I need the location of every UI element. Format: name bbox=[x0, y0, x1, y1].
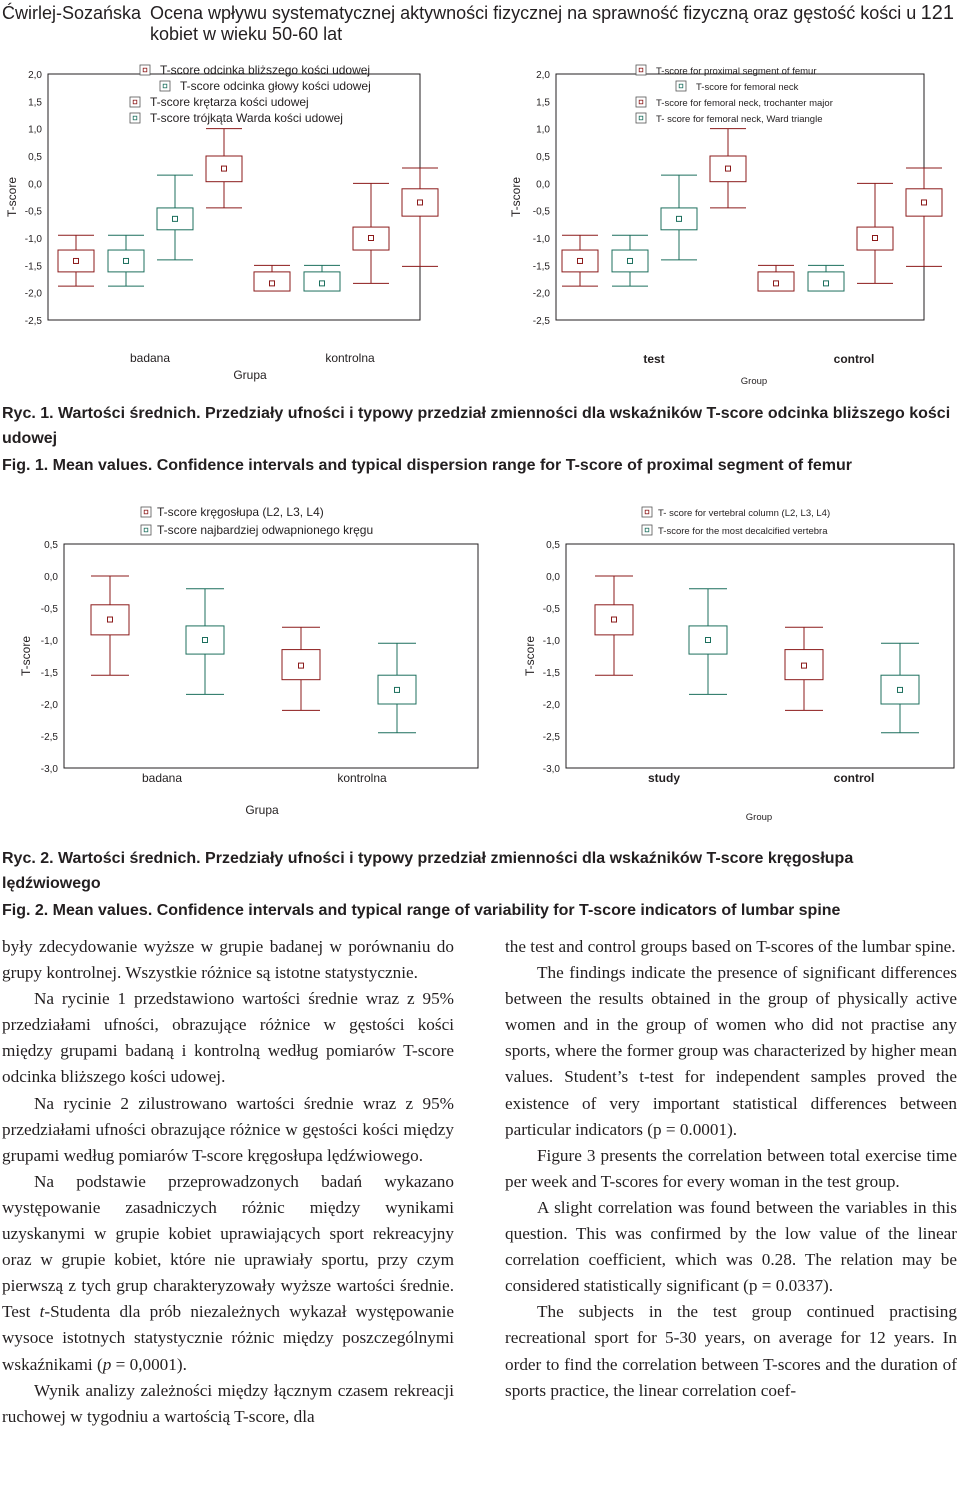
legend-marker bbox=[639, 68, 643, 72]
y-tick-label: -1,5 bbox=[542, 668, 560, 679]
legend-label: T-score odcinka bliższego kości udowej bbox=[160, 63, 371, 77]
mean-marker bbox=[824, 281, 829, 286]
y-tick-label: -2,0 bbox=[532, 288, 550, 300]
legend-label: T-score for the most decalcified vertebra bbox=[658, 526, 828, 537]
mean-marker bbox=[108, 617, 113, 622]
mean-marker bbox=[418, 200, 423, 205]
box-series-1 bbox=[612, 235, 648, 286]
x-category-label: control bbox=[833, 352, 875, 366]
box-series-2 bbox=[661, 175, 697, 260]
y-axis-label: T-score bbox=[523, 635, 537, 677]
x-axis-label: Group bbox=[745, 812, 773, 823]
mean-marker bbox=[873, 236, 878, 241]
right-p3: Figure 3 presents the correlation between total exercise time per week and T-scores for every woman in the test group. bbox=[505, 1145, 957, 1191]
y-tick-label: -2,0 bbox=[24, 288, 42, 300]
legend-label: T-score for proximal segment of femur bbox=[656, 66, 817, 77]
box-series-0 bbox=[595, 576, 633, 675]
box-series-7 bbox=[402, 168, 438, 266]
chart-fig2-pl bbox=[0, 500, 480, 830]
box-series-6 bbox=[353, 183, 389, 283]
legend-marker bbox=[144, 510, 148, 514]
y-tick-label: -2,5 bbox=[24, 316, 42, 327]
y-tick-label: -2,5 bbox=[542, 732, 560, 743]
legend-label: T-score kręgosłupa (L2, L3, L4) bbox=[157, 505, 324, 519]
mean-marker bbox=[320, 281, 325, 286]
mean-marker bbox=[802, 663, 807, 668]
x-category-label: test bbox=[643, 352, 665, 366]
box-series-0 bbox=[562, 235, 598, 286]
y-tick-label: 0,0 bbox=[28, 179, 42, 191]
legend-marker bbox=[645, 528, 649, 532]
legend-marker bbox=[639, 100, 643, 104]
chart-fig1-pl bbox=[0, 56, 470, 386]
mean-marker bbox=[74, 258, 79, 263]
chart-svg bbox=[504, 500, 960, 830]
y-tick-label: -0,5 bbox=[542, 604, 560, 615]
legend-marker bbox=[133, 116, 137, 120]
mean-marker bbox=[726, 166, 731, 171]
running-header bbox=[0, 0, 960, 44]
left-p4: Na podstawie przeprowadzonych badań wykazano występowanie zasadniczych różnic między wynikami uzyskanymi w grupie kobiet uprawiających sport rekreacyjny oraz w grupie kobiet, które nie uprawiały sportu, przy czym pierwszą z tych grup charakteryzowały wyższe wartości średnie. Test t-Studenta dla prób niezależnych wykazał występowanie wysoce istotnych statystycznie różnic między poszczególnymi wskaźnikami (p = 0,0001). bbox=[2, 1171, 454, 1374]
box-series-4 bbox=[758, 265, 794, 291]
y-tick-label: -1,5 bbox=[24, 261, 42, 273]
right-column bbox=[505, 934, 957, 1404]
box-series-3 bbox=[710, 129, 746, 208]
x-axis-label: Grupa bbox=[245, 803, 279, 817]
y-tick-label: -3,0 bbox=[542, 764, 560, 775]
y-tick-label: -2,0 bbox=[542, 700, 560, 711]
legend-marker bbox=[645, 510, 649, 514]
mean-marker bbox=[774, 281, 779, 286]
box-series-1 bbox=[689, 589, 727, 695]
x-category-label: badana bbox=[141, 771, 183, 785]
chart-svg bbox=[504, 56, 960, 396]
y-tick-label: 1,5 bbox=[28, 97, 42, 109]
mean-marker bbox=[898, 687, 903, 692]
legend-marker bbox=[133, 100, 137, 104]
y-tick-label: -3,0 bbox=[40, 764, 58, 775]
box-series-1 bbox=[186, 589, 224, 695]
y-tick-label: -2,5 bbox=[40, 732, 58, 743]
x-category-label: control bbox=[833, 771, 875, 785]
right-p1: the test and control groups based on T-scores of the lumbar spine. bbox=[505, 937, 956, 956]
y-tick-label: -1,0 bbox=[24, 234, 42, 245]
y-tick-label: -1,0 bbox=[532, 234, 550, 245]
y-tick-label: 0,5 bbox=[44, 540, 58, 551]
caption-fig1-pl: Ryc. 1. Wartości średnich. Przedziały ufności i typowy przedział zmienności dla wskaźników T-score odcinka bliższego kości udowej bbox=[2, 405, 951, 447]
y-tick-label: 0,0 bbox=[536, 179, 550, 191]
mean-marker bbox=[922, 200, 927, 205]
y-tick-label: 0,5 bbox=[546, 540, 560, 551]
legend-marker bbox=[639, 116, 643, 120]
y-tick-label: 0,0 bbox=[44, 572, 58, 583]
y-tick-label: -0,5 bbox=[24, 206, 42, 218]
box-series-5 bbox=[304, 265, 340, 291]
left-p5: Wynik analizy zależności między łącznym czasem rekreacji ruchowej w tygodniu a wartością T-score, dla bbox=[2, 1380, 454, 1426]
box-series-0 bbox=[58, 235, 94, 286]
legend-marker bbox=[679, 84, 683, 88]
y-axis-label: T-score bbox=[5, 176, 19, 218]
mean-marker bbox=[578, 258, 583, 263]
caption-fig1-en: Fig. 1. Mean values. Confidence intervals and typical dispersion range for T-score of proximal segment of femur bbox=[2, 457, 852, 474]
y-tick-label: 0,5 bbox=[536, 152, 550, 163]
y-tick-label: -0,5 bbox=[40, 604, 58, 615]
left-p2: Na rycinie 1 przedstawiono wartości średnie wraz z 95% przedziałami ufności, obrazujące różnice w gęstości kości między grupami badaną i kontrolną według pomiarów T-score odcinka bliższego kości udowej. bbox=[2, 989, 454, 1087]
y-tick-label: -2,0 bbox=[40, 700, 58, 711]
mean-marker bbox=[612, 617, 617, 622]
box-series-4 bbox=[254, 265, 290, 291]
box-series-2 bbox=[785, 627, 823, 710]
legend-label: T-score for femoral neck, trochanter major bbox=[656, 98, 833, 109]
box-series-7 bbox=[906, 168, 942, 266]
x-category-label: study bbox=[647, 771, 681, 785]
box-series-2 bbox=[157, 175, 193, 260]
mean-marker bbox=[270, 281, 275, 286]
chart-fig2-en bbox=[504, 500, 960, 830]
header-title: Ocena wpływu systematycznej aktywności fizycznej na sprawność fizyczną oraz gęstość kości u kobiet w wieku 50-60 lat bbox=[150, 3, 917, 44]
right-p5: The subjects in the test group continued practising recreational sport for 5-30 years, on average for 12 years. In order to find the correlation between T-scores and the duration of sports practice, the linear correlation coef- bbox=[505, 1302, 957, 1400]
legend-label: T-score trójkąta Warda kości udowej bbox=[150, 111, 343, 125]
plot-frame bbox=[566, 544, 954, 768]
mean-marker bbox=[395, 687, 400, 692]
y-tick-label: 2,0 bbox=[536, 70, 550, 81]
y-tick-label: -1,0 bbox=[542, 636, 560, 647]
page-number: 121 bbox=[920, 2, 954, 24]
plot-frame bbox=[64, 544, 478, 768]
y-axis-label: T-score bbox=[509, 176, 523, 218]
chart-svg bbox=[0, 56, 470, 386]
mean-marker bbox=[299, 663, 304, 668]
y-tick-label: -2,5 bbox=[532, 316, 550, 327]
x-category-label: badana bbox=[129, 351, 171, 365]
mean-marker bbox=[369, 236, 374, 241]
box-series-0 bbox=[91, 576, 129, 675]
box-series-3 bbox=[378, 643, 416, 733]
box-series-1 bbox=[108, 235, 144, 286]
y-tick-label: 0,5 bbox=[28, 152, 42, 163]
box-series-6 bbox=[857, 183, 893, 283]
box-series-5 bbox=[808, 265, 844, 291]
legend-label: T-score for femoral neck bbox=[696, 82, 799, 93]
header-author: Ćwirlej-Sozańska bbox=[2, 3, 142, 23]
legend-label: T-score odcinka głowy kości udowej bbox=[180, 79, 371, 93]
y-tick-label: 1,0 bbox=[536, 124, 550, 136]
y-tick-label: -1,0 bbox=[40, 636, 58, 647]
left-p3: Na rycinie 2 zilustrowano wartości średnie wraz z 95% przedziałami ufności obrazujące różnice w gęstości kości między grupami według pomiarów T-score kręgosłupa lędźwiowego. bbox=[2, 1093, 454, 1165]
mean-marker bbox=[628, 258, 633, 263]
chart-svg bbox=[0, 500, 480, 830]
left-column bbox=[2, 934, 454, 1430]
y-tick-label: 1,5 bbox=[536, 97, 550, 109]
y-tick-label: 1,0 bbox=[28, 124, 42, 136]
y-tick-label: 0,0 bbox=[546, 572, 560, 583]
legend-marker bbox=[144, 528, 148, 532]
x-axis-label: Grupa bbox=[233, 368, 267, 382]
y-tick-label: -1,5 bbox=[532, 261, 550, 273]
legend-marker bbox=[163, 84, 167, 88]
chart-fig1-en bbox=[504, 56, 960, 396]
box-series-3 bbox=[881, 643, 919, 733]
y-tick-label: 2,0 bbox=[28, 70, 42, 81]
right-p4: A slight correlation was found between the variables in this question. This was confirmed by the low value of the linear correlation coefficient, which was 0.28. The relation may be considered statistically significant (p = 0.0337). bbox=[505, 1197, 957, 1296]
right-p2: The findings indicate the presence of significant differences between the results obtained in the group of physically active women and in the group of women who did not practise any sports, where the former group was characterized by higher mean values. Student’s t-test for independent samples proved the existence of very important statistical differences between particular indicators (p = 0.0001). bbox=[505, 963, 957, 1139]
x-axis-label: Group bbox=[740, 376, 768, 387]
box-series-2 bbox=[282, 627, 320, 710]
legend-label: T-score krętarza kości udowej bbox=[150, 95, 309, 109]
mean-marker bbox=[124, 258, 129, 263]
x-category-label: kontrolna bbox=[325, 351, 375, 365]
mean-marker bbox=[173, 216, 178, 221]
mean-marker bbox=[203, 638, 208, 643]
x-category-label: kontrolna bbox=[337, 771, 387, 785]
mean-marker bbox=[706, 638, 711, 643]
legend-label: T-score najbardziej odwapnionego kręgu bbox=[157, 523, 374, 537]
legend-label: T- score for femoral neck, Ward triangle bbox=[656, 114, 823, 125]
legend-label: T- score for vertebral column (L2, L3, L4) bbox=[658, 508, 831, 519]
y-tick-label: -1,5 bbox=[40, 668, 58, 679]
y-tick-label: -0,5 bbox=[532, 206, 550, 218]
mean-marker bbox=[677, 216, 682, 221]
box-series-3 bbox=[206, 129, 242, 208]
mean-marker bbox=[222, 166, 227, 171]
caption-fig2-en: Fig. 2. Mean values. Confidence intervals and typical range of variability for T-score indicators of lumbar spine bbox=[2, 902, 841, 919]
y-axis-label: T-score bbox=[19, 635, 33, 677]
legend-marker bbox=[143, 68, 147, 72]
caption-fig2-pl: Ryc. 2. Wartości średnich. Przedziały ufności i typowy przedział zmienności dla wskaźników T-score kręgosłupa lędźwiowego bbox=[2, 850, 854, 892]
left-p1: były zdecydowanie wyższe w grupie badanej w porównaniu do grupy kontrolnej. Wszystkie różnice są istotne statystycznie. bbox=[2, 937, 454, 983]
